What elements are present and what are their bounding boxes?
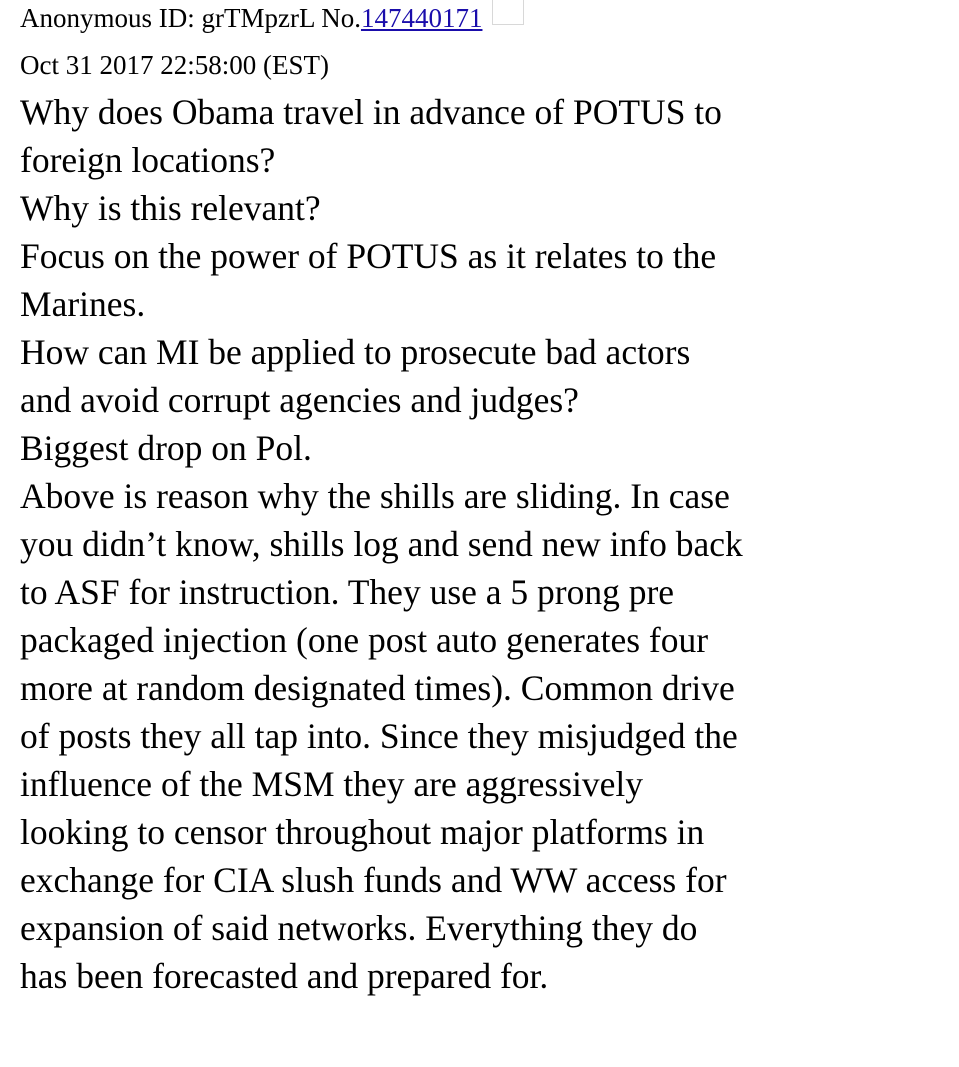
post-paragraph: Why does Obama travel in advance of POTUS to foreign locations? [20, 92, 722, 180]
post-number-link[interactable]: 147440171 [360, 3, 483, 33]
image-placeholder [492, 0, 524, 25]
post-header [20, 1, 950, 35]
author-label: Anonymous ID: grTMpzrL No. [20, 3, 361, 33]
post-paragraph: How can MI be applied to prosecute bad actors and avoid corrupt agencies and judges? [20, 332, 691, 420]
post-paragraph: Focus on the power of POTUS as it relates to the Marines. [20, 236, 717, 324]
post [20, 0, 950, 1000]
post-paragraph: Why is this relevant? [20, 188, 321, 228]
post-body [20, 88, 750, 1000]
post-paragraph: Biggest drop on Pol. [20, 428, 312, 468]
post-timestamp: Oct 31 2017 22:58:00 (EST) [20, 50, 329, 80]
post-paragraph: Above is reason why the shills are sliding. In case you didn’t know, shills log and send new info back to ASF for instruction. They use a 5 prong pre packaged injection (one post auto generates four more at random designated times). Common drive of posts they all tap into. Since they misjudged the influence of the MSM they are aggressively looking to censor throughout major platforms in exchange for CIA slush funds and WW access for expansion of said networks. Everything they do has been forecasted and prepared for. [20, 476, 743, 996]
